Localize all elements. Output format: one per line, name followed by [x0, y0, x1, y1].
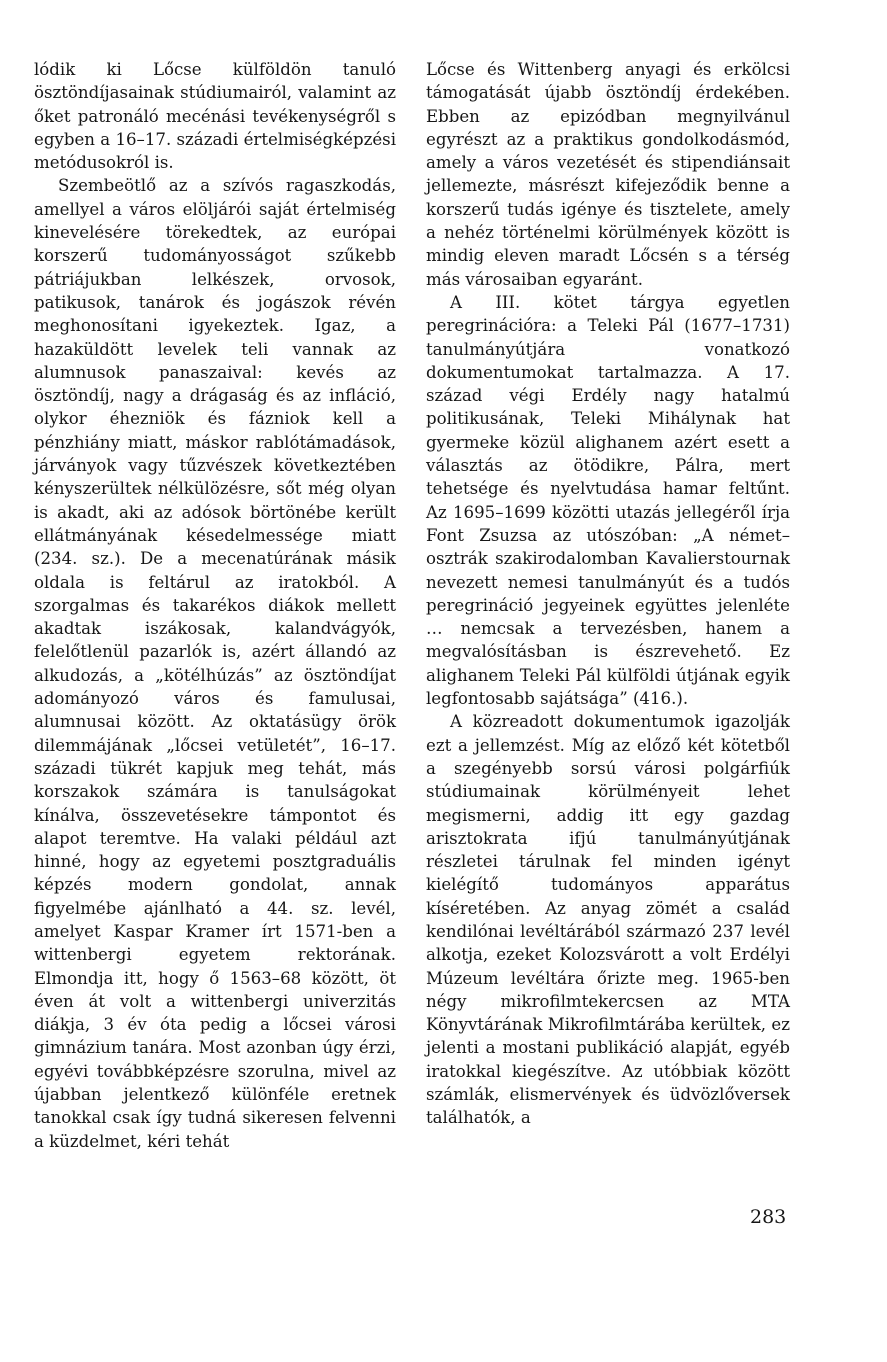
page-number: 283 [750, 1206, 787, 1228]
paragraph: lódik ki Lőcse külföldön tanuló ösztöndíjasainak stúdiumairól, valamint az őket patronáló mecénási tevékenységről s egyben a 16–17. századi értelmiségképzési metódusokról is. [34, 60, 396, 173]
paragraph: Lőcse és Wittenberg anyagi és erkölcsi támogatását újabb ösztöndíj érdekében. Ebben az epizódban megnyilvánul egyrészt az a praktikus gondolkodásmód, amely a város vezetését és stipendiánsait jellemezte, másrészt kifejeződik benne a korszerű tudás igénye és tisztelete, amely a nehéz történelmi körülmények között is mindig eleven maradt Lőcsén s a térség más városaiban egyaránt. [426, 60, 790, 289]
right-text-column [426, 58, 790, 1130]
paragraph: Szembeötlő az a szívós ragaszkodás, amellyel a város elöljárói saját értelmiség kinevelésére törekedtek, az európai korszerű tudományosságot szűkebb pátriájukban lelkészek, orvosok, patikusok, tanárok és jogászok révén meghonosítani igyekeztek. Igaz, a hazaküldött levelek teli vannak az alumnusok panaszaival: kevés az ösztöndíj, nagy a drágaság és az infláció, olykor éhezniök és fázniok kell a pénzhiány miatt, máskor rablótámadások, járványok vagy tűzvészek következtében kényszerültek nélkülözésre, sőt még olyan is akadt, aki az adósok börtönébe került ellátmányának késedelmessége miatt (234. sz.). De a mecenatúrának másik oldala is feltárul az iratokból. A szorgalmas és takarékos diákok mellett akadtak iszákosak, kalandvágyók, felelőtlenül pazarlók is, azért állandó az alkudozás, a „kötélhúzás” az ösztöndíjat adományozó város és famulusai, alumnusai között. Az oktatásügy örök dilemmájának „lőcsei vetületét”, 16–17. századi tükrét kapjuk meg tehát, más korszakok számára is tanulságokat kínálva, összevetésekre támpontot és alapot teremtve. Ha valaki például azt hinné, hogy az egyetemi posztgraduális képzés modern gondolat, annak figyelmébe ajánlható a 44. sz. levél, amelyet Kaspar Kramer írt 1571-ben a wittenbergi egyetem rektorának. Elmondja itt, hogy ő 1563–68 között, öt éven át volt a wittenbergi univerzitás diákja, 3 év óta pedig a lőcsei városi gimnázium tanára. Most azonban úgy érzi, egyévi továbbképzésre szorulna, mivel az újabban jelentkező különféle eretnek tanokkal csak így tudná sikeresen felvenni a küzdelmet, kéri tehát [34, 176, 396, 1151]
paragraph: A III. kötet tárgya egyetlen peregrinációra: a Teleki Pál (1677–1731) tanulmányútjára vonatkozó dokumentumokat tartalmazza. A 17. század végi Erdély nagy hatalmú politikusának, Teleki Mihálynak hat gyermeke közül alighanem azért esett a választás az ötödikre, Pálra, mert tehetsége és nyelvtudása hamar feltűnt. Az 1695–1699 közötti utazás jellegéről írja Font Zsuzsa az utószóban: „A német–osztrák szakirodalomban Kavalierstournak nevezett nemesi tanulmányút és a tudós peregrináció jegyeinek együttes jelenléte … nemcsak a tervezésben, hanem a megvalósításban is észrevehető. Ez alighanem Teleki Pál külföldi útjának egyik legfontosabb sajátsága” (416.). [426, 292, 790, 709]
paragraph: A közreadott dokumentumok igazolják ezt a jellemzést. Míg az előző két kötetből a szegényebb sorsú városi polgárfiúk stúdiumainak körülményeit lehet megismerni, addig itt egy gazdag arisztokrata ifjú tanulmányútjának részletei tárulnak fel minden igényt kielégítő tudományos apparátus kíséretében. Az anyag zömét a család kendilónai levéltárából származó 237 levél alkotja, ezeket Kolozsvárott a volt Erdélyi Múzeum levéltára őrizte meg. 1965-ben négy mikrofilmtekercsen az MTA Könyvtárának Mikrofilmtárába kerültek, ez jelenti a mostani publikáció alapját, egyéb iratokkal kiegészítve. Az utóbbiak között számlák, elismervények és üdvözlőversek találhatók, a [426, 712, 790, 1128]
left-text-column [34, 58, 396, 1153]
